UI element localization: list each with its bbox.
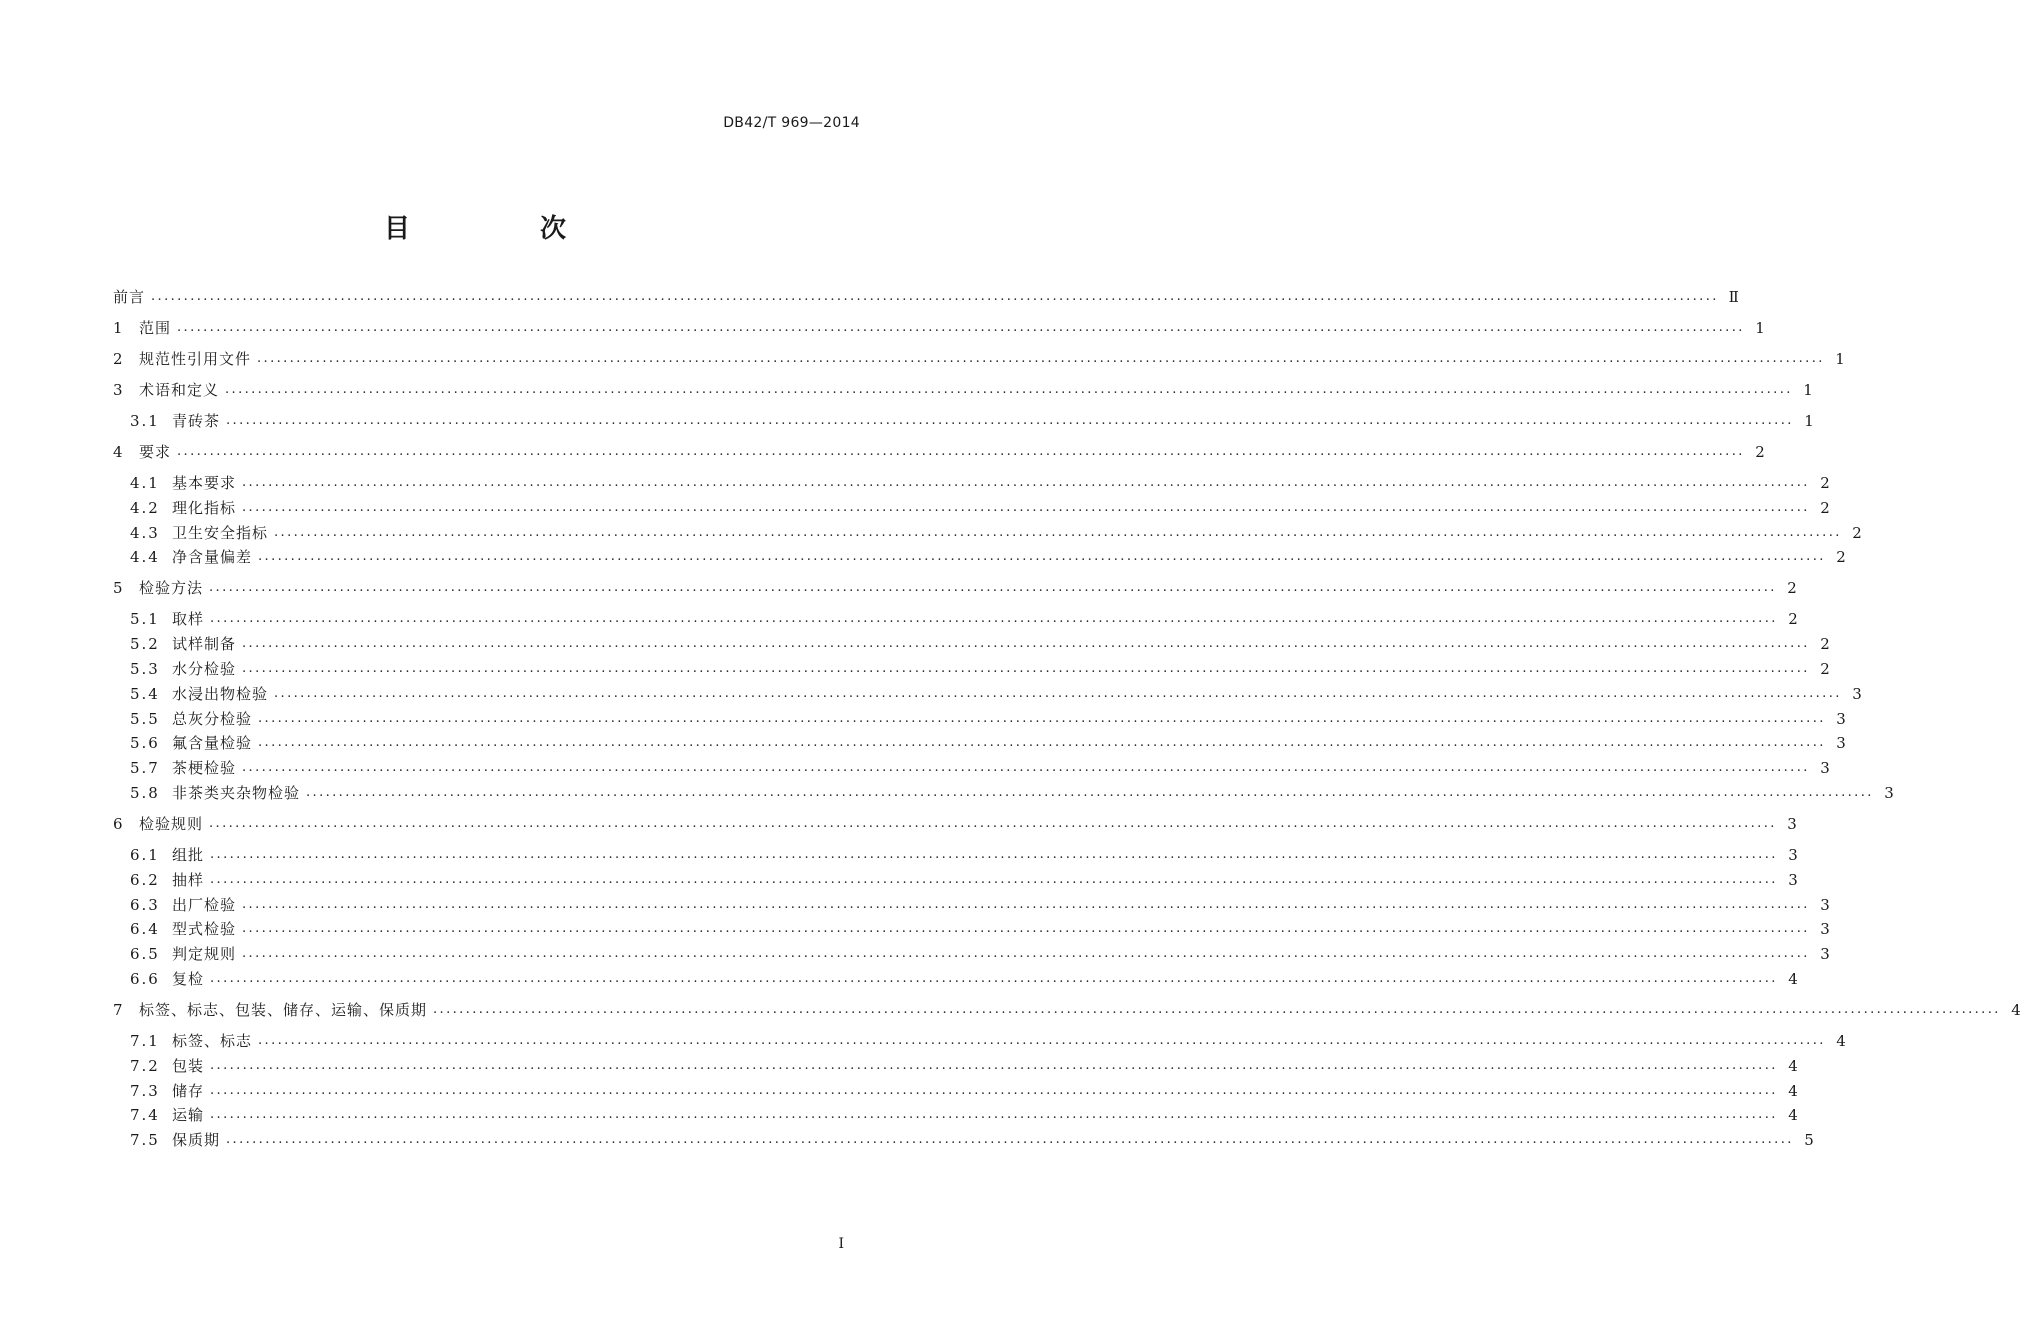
toc-entry-number: 5.7 [130,759,160,778]
toc-entry-label: 青砖茶 [172,412,221,430]
toc-entry-label: 复检 [172,970,205,988]
toc-entry[interactable] [130,869,1798,891]
dot-leader: ................................................................................................................................................................................................................................................ [258,1033,1826,1048]
dot-leader: ................................................................................................................................................................................................................................................ [258,710,1826,726]
toc-entry-label: 理化指标 [172,498,237,517]
toc-entry[interactable] [130,844,1798,866]
toc-entry-label: 非茶类夹杂物检验 [172,784,301,802]
dot-leader: ................................................................................................................................................................................................................................................ [242,499,1810,515]
dot-leader: ................................................................................................................................................................................................................................................ [274,524,1842,540]
toc-entry-number: 6.6 [130,970,160,988]
toc-entry[interactable] [130,1030,1846,1052]
toc-entry-page: 2 [1820,474,1830,492]
toc-entry-label: 标签、标志、包装、储存、运输、保质期 [139,1001,428,1019]
toc-entry[interactable] [130,410,1814,432]
dot-leader: ................................................................................................................................................................................................................................................ [433,1002,2001,1017]
toc-entry-page: 3 [1787,815,1797,833]
toc-entry-label: 净含量偏差 [172,548,253,567]
toc-entry-label: 前言 [113,288,146,306]
toc-entry-page: 2 [1788,610,1798,629]
toc-entry-number: 7.4 [130,1106,160,1125]
toc-entry-page: 3 [1820,920,1830,939]
dot-leader: ................................................................................................................................................................................................................................................ [151,289,1719,304]
toc-entry-page: 4 [1788,1081,1798,1100]
page-number: I [838,1236,844,1252]
toc-entry-number: 7.5 [130,1131,160,1150]
toc-entry-page: 2 [1755,443,1765,461]
toc-entry-label: 取样 [172,610,205,629]
toc-entry-page: 4 [2011,1001,2021,1019]
toc-entry-label: 茶梗检验 [172,759,237,778]
dot-leader: ................................................................................................................................................................................................................................................ [177,320,1745,335]
dot-leader: ................................................................................................................................................................................................................................................ [209,816,1777,831]
toc-entry-page: Ⅱ [1728,288,1739,306]
dot-leader: ................................................................................................................................................................................................................................................ [226,413,1794,428]
dot-leader: ................................................................................................................................................................................................................................................ [242,760,1810,776]
toc-entry-number: 5 [113,579,123,598]
toc-entry[interactable] [113,813,1797,835]
dot-leader: ................................................................................................................................................................................................................................................ [242,475,1810,490]
toc-entry-page: 3 [1820,895,1830,914]
toc-entry-number: 7 [113,1001,123,1019]
toc-entry[interactable] [130,918,1830,940]
toc-entry[interactable] [130,1129,1814,1151]
toc-entry-number: 4.1 [130,474,160,492]
toc-entry-label: 出厂检验 [172,895,237,914]
toc-entry-page: 3 [1788,870,1798,889]
toc-entry-page: 4 [1788,970,1798,988]
toc-entry[interactable] [130,1055,1798,1077]
toc-entry[interactable] [130,1080,1798,1102]
toc-entry-number: 5.5 [130,709,160,728]
dot-leader: ................................................................................................................................................................................................................................................ [210,1082,1778,1098]
dot-leader: ................................................................................................................................................................................................................................................ [242,921,1810,937]
dot-leader: ................................................................................................................................................................................................................................................ [242,946,1810,962]
toc-entry-label: 判定规则 [172,945,237,964]
toc-entry-label: 氟含量检验 [172,734,253,753]
toc-entry[interactable] [130,633,1830,655]
toc-entry-number: 6.3 [130,895,160,914]
dot-leader: ................................................................................................................................................................................................................................................ [306,785,1874,800]
toc-entry[interactable] [130,497,1830,519]
toc-entry-label: 保质期 [172,1131,221,1150]
toc-entry-label: 型式检验 [172,920,237,939]
toc-entry[interactable] [130,708,1846,730]
toc-entry-label: 术语和定义 [139,381,220,399]
dot-leader: ................................................................................................................................................................................................................................................ [258,735,1826,751]
toc-entry-label: 试样制备 [172,635,237,654]
toc-entry[interactable] [130,683,1862,705]
toc-entry[interactable] [130,968,1798,990]
toc-entry[interactable] [113,286,1739,308]
toc-entry-number: 6.5 [130,945,160,964]
toc-entry[interactable] [113,379,1813,401]
toc-entry-label: 水浸出物检验 [172,684,269,703]
dot-leader: ................................................................................................................................................................................................................................................ [257,351,1825,366]
toc-entry[interactable] [113,999,2021,1021]
toc-entry-label: 规范性引用文件 [139,350,252,368]
toc-entry-number: 6.2 [130,870,160,889]
toc-entry-page: 3 [1836,709,1846,728]
dot-leader: ................................................................................................................................................................................................................................................ [242,661,1810,676]
toc-entry-page: 3 [1836,734,1846,753]
toc-entry-number: 4 [113,443,123,461]
toc-entry[interactable] [130,732,1846,754]
dot-leader: ................................................................................................................................................................................................................................................ [210,1057,1778,1073]
toc-entry-page: 1 [1803,381,1813,399]
toc-entry-page: 4 [1788,1106,1798,1125]
toc-entry[interactable] [113,317,1765,339]
toc-entry-number: 5.6 [130,734,160,753]
dot-leader: ................................................................................................................................................................................................................................................ [258,549,1826,565]
toc-entry[interactable] [130,522,1862,544]
toc-entry-number: 5.8 [130,784,160,802]
document-code: DB42/T 969—2014 [723,115,860,131]
dot-leader: ................................................................................................................................................................................................................................................ [210,847,1778,862]
toc-entry[interactable] [130,472,1830,494]
page-title: 目 次 [383,214,618,244]
toc-entry-number: 3 [113,381,123,399]
dot-leader: ................................................................................................................................................................................................................................................ [242,896,1810,912]
toc-entry[interactable] [130,757,1830,779]
toc-entry-number: 5.3 [130,660,160,678]
toc-entry-label: 储存 [172,1081,205,1100]
toc-entry-number: 6.1 [130,846,160,864]
toc-entry-page: 2 [1852,523,1862,542]
toc-entry-number: 1 [113,319,123,337]
toc-entry-page: 4 [1788,1056,1798,1075]
toc-entry-label: 范围 [139,319,172,337]
dot-leader: ................................................................................................................................................................................................................................................ [210,1107,1778,1123]
toc-entry-page: 2 [1820,498,1830,517]
toc-entry[interactable] [113,348,1845,370]
toc-entry-page: 5 [1804,1131,1814,1150]
dot-leader: ................................................................................................................................................................................................................................................ [210,971,1778,986]
toc-entry-page: 1 [1755,319,1765,337]
toc-entry-number: 7.1 [130,1032,160,1050]
toc-entry-page: 3 [1852,684,1862,703]
toc-entry-number: 4.4 [130,548,160,567]
toc-entry-label: 包装 [172,1056,205,1075]
toc-entry-page: 3 [1820,759,1830,778]
dot-leader: ................................................................................................................................................................................................................................................ [177,444,1745,459]
toc-entry-label: 基本要求 [172,474,237,492]
toc-entry-label: 标签、标志 [172,1032,253,1050]
toc-entry-number: 5.1 [130,610,160,629]
dot-leader: ................................................................................................................................................................................................................................................ [274,685,1842,701]
dot-leader: ................................................................................................................................................................................................................................................ [210,611,1778,627]
toc-entry-number: 6 [113,815,123,833]
toc-entry[interactable] [113,577,1797,599]
dot-leader: ................................................................................................................................................................................................................................................ [226,1132,1794,1148]
toc-entry-number: 3.1 [130,412,160,430]
toc-entry-label: 运输 [172,1106,205,1125]
toc-entry-page: 1 [1835,350,1845,368]
toc-entry-page: 4 [1836,1032,1846,1050]
dot-leader: ................................................................................................................................................................................................................................................ [209,580,1777,596]
toc-entry-label: 检验方法 [139,579,204,598]
toc-entry-page: 3 [1788,846,1798,864]
toc-entry[interactable] [130,782,1894,804]
toc-entry-label: 检验规则 [139,815,204,833]
dot-leader: ................................................................................................................................................................................................................................................ [242,636,1810,652]
toc-entry[interactable] [130,894,1830,916]
toc-entry-page: 3 [1884,784,1894,802]
toc-entry-page: 1 [1804,412,1814,430]
toc-entry-label: 卫生安全指标 [172,523,269,542]
dot-leader: ................................................................................................................................................................................................................................................ [225,382,1793,397]
toc-entry-page: 2 [1836,548,1846,567]
toc-entry[interactable] [130,658,1830,680]
toc-entry-page: 3 [1820,945,1830,964]
toc-entry[interactable] [130,546,1846,568]
toc-entry-number: 7.2 [130,1056,160,1075]
toc-entry-number: 7.3 [130,1081,160,1100]
toc-entry[interactable] [130,1104,1798,1126]
toc-entry-number: 4.3 [130,523,160,542]
toc-entry-number: 4.2 [130,498,160,517]
toc-entry-number: 5.4 [130,684,160,703]
toc-entry-number: 2 [113,350,123,368]
toc-entry-label: 组批 [172,846,205,864]
toc-entry-number: 5.2 [130,635,160,654]
toc-entry-page: 2 [1787,579,1797,598]
toc-entry[interactable] [130,608,1798,630]
toc-entry-page: 2 [1820,635,1830,654]
toc-entry-number: 6.4 [130,920,160,939]
dot-leader: ................................................................................................................................................................................................................................................ [210,871,1778,887]
toc-entry-page: 2 [1820,660,1830,678]
toc-entry-label: 要求 [139,443,172,461]
toc-entry[interactable] [130,943,1830,965]
toc-entry-label: 抽样 [172,870,205,889]
toc-entry-label: 总灰分检验 [172,709,253,728]
toc-entry-label: 水分检验 [172,660,237,678]
toc-entry[interactable] [113,441,1765,463]
